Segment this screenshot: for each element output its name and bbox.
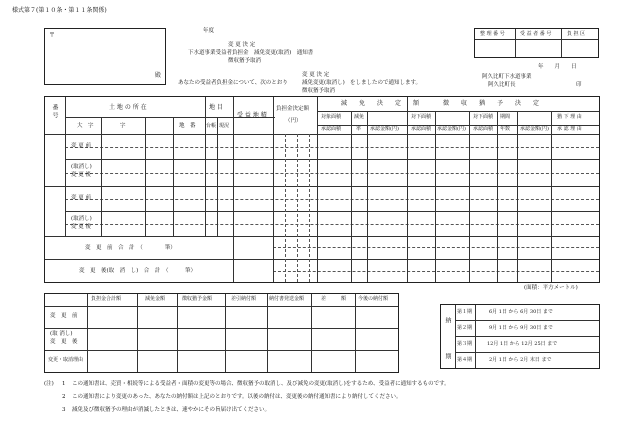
period-4-label: 第４期 (457, 357, 473, 363)
col-amount-unit: （円） (285, 118, 302, 124)
note-2-text: この通知書により変更のあった、あなたの納付額は上記のとおりです。以後の納付は、変更後の納付通知書により納付してください。 (72, 394, 402, 400)
period-2-label: 第２期 (457, 325, 473, 331)
main-table (44, 96, 600, 283)
doc-title-line1: 変 更 決 定 (228, 42, 256, 48)
sum-row-before: 変 更 前 (50, 313, 78, 319)
col-benefit-area: 受 益 地 積 (237, 112, 267, 119)
menjo-header: 減 免 決 定 額 (341, 100, 420, 107)
sum-h7: 今後の納付額 (358, 296, 389, 302)
sum-h4: 差引納付額 (231, 296, 257, 302)
issuer-seal: 印 (576, 82, 582, 88)
payment-periods-table (440, 304, 600, 369)
row2-after-a: (取消し) (71, 216, 92, 222)
issuer-line2: 阿久比町長 (488, 82, 516, 88)
col-location: 土 地 の 所 在 (109, 104, 147, 111)
note-1-text: この通知書は、売買・相続等による受益者・面積の変更等の場合、徴収猶予の取消し、及び減免の変更(取消し)をするため、受益者に通知するものです。 (72, 381, 450, 387)
period-4-text: 2月 1日 から 2月 末日 まで (489, 357, 552, 363)
note-1-num: 1 (62, 381, 66, 387)
menjo-sub-top-1: 対象面積 (321, 114, 342, 120)
menjo-sub-bot-1: 承認面積 (321, 126, 342, 132)
yuyo-sub-bot-2: 年数 (500, 126, 511, 132)
menjo-sub-bot-3: 承認金額(円) (370, 126, 399, 132)
sum-row-after-a: (取 消し) (50, 331, 73, 337)
sum-row-reason: 変更・取消理由 (48, 357, 84, 363)
notes-heading: (注) (44, 381, 54, 387)
sub-aza: 字 (120, 123, 126, 129)
row1-before: 変 更 前 (71, 143, 91, 149)
total-after: 変 更 後(取 消 し) 合 計 （ 筆） (79, 268, 197, 274)
total-before: 変 更 前 合 計 （ 筆） (85, 245, 176, 251)
issuer-line1: 阿久比町下水道事業 (482, 74, 532, 80)
ref-header-jueki: 受 益 者 番 号 (520, 31, 552, 37)
sub-chiban: 地 番 (179, 123, 196, 129)
yuyo-sub-top-1: 対下面積 (473, 114, 494, 120)
menjo-sub-bot-5: 承認金額(円) (437, 126, 466, 132)
sum-row-after-b: 変 更 後 (50, 339, 78, 345)
yuyo-sub-top-4: 猶 下 理 由 (557, 114, 582, 120)
notice-middle-pre: あなたの受益者負担金について、次のとおり (178, 80, 288, 86)
menjo-sub-bot-4: 承認面積 (411, 126, 432, 132)
fiscal-year-label: 年度 (203, 28, 215, 34)
sum-h3: 徴収猶予金額 (182, 296, 213, 302)
issue-date: 年 月 日 (538, 64, 577, 70)
sub-genkyo: 現況 (219, 123, 230, 129)
sum-h1: 負担金合計額 (91, 296, 122, 302)
menjo-sub-bot-2: 率 (356, 126, 362, 132)
summary-table (44, 293, 399, 373)
period-1-text: 6月 1日 から 6月 30日 まで (489, 309, 553, 315)
reference-table (474, 28, 599, 58)
note-3-num: 3 (62, 407, 66, 413)
row2-before: 変 更 前 (71, 195, 91, 201)
period-3-label: 第３期 (457, 341, 473, 347)
ref-header-futan: 負 担 区 (567, 31, 586, 37)
notice-lower: 徴収猶予取消 (302, 88, 336, 94)
col-number-label: 番号 (51, 104, 58, 120)
doc-title-line3: 徴収猶予取消 (228, 58, 262, 64)
form-number: 様式第７(第１０条・第１１条関係) (12, 7, 107, 14)
yuyo-sub-bot-4: 承 認 理 由 (557, 126, 582, 132)
sum-h2: 減免金額 (145, 296, 166, 302)
row1-after-b: 変 更 後 (71, 172, 91, 178)
notice-middle-post: をしましたので通知します。 (350, 80, 422, 86)
menjo-sub-top-2: 減免 (354, 114, 365, 120)
periods-side-label: 納 期 (444, 317, 451, 365)
col-chimoku: 地 目 (209, 104, 223, 111)
yuyo-header: 徴 収 猶 予 決 定 (443, 100, 540, 107)
period-3-text: 12月 1日 から 12月 25日 まで (487, 341, 558, 347)
doc-title-line2: 下水道事業受益者負担金 減免変更(取消) 通知書 (188, 50, 314, 56)
yuyo-sub-bot-3: 承認金額(円) (520, 126, 549, 132)
yuyo-sub-bot-1: 承認面積 (473, 126, 494, 132)
period-2-text: 9月 1日 から 9月 30日 まで (489, 325, 553, 331)
row2-after-b: 変 更 後 (71, 224, 91, 230)
period-1-label: 第１期 (457, 309, 473, 315)
sub-daicho: 台帳 (206, 123, 217, 129)
yuyo-sub-top-2: 期間 (500, 114, 511, 120)
col-amount-decided: 負担金決定額 (276, 106, 310, 112)
notice-middle-core: 減免変更(取消し) (302, 80, 345, 86)
menjo-sub-top-4: 対下面積 (411, 114, 432, 120)
area-unit-note: (面積：平方メートル) (524, 285, 578, 291)
sum-h6: 差 額 (321, 296, 347, 302)
notice-upper: 変 更 決 定 (302, 72, 330, 78)
ref-header-seiri: 整 理 番 号 (480, 31, 505, 37)
note-3-text: 減免及び徴収猶予の理由が消滅したときは、速やかにその旨届け出てください。 (72, 407, 271, 413)
postal-mark: 〒 (49, 32, 56, 39)
address-honorific: 殿 (154, 72, 161, 79)
note-2-num: 2 (62, 394, 66, 400)
sum-h5: 納付書発送金額 (269, 296, 305, 302)
row1-after-a: (取消し) (71, 164, 92, 170)
sub-oaza: 大 字 (77, 123, 94, 129)
address-box (44, 28, 166, 85)
